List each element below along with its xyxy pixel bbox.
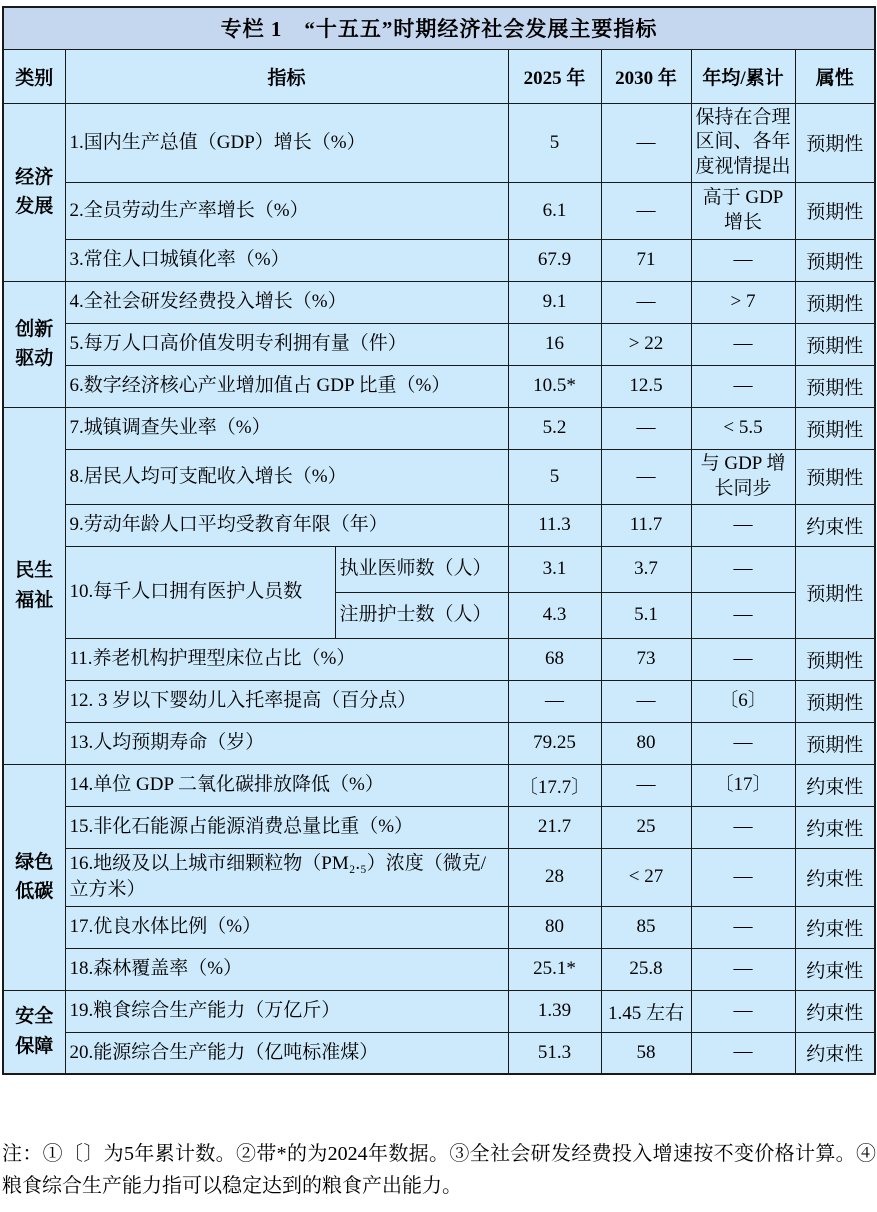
annual-cell: —	[691, 638, 795, 680]
annual-cell: —	[691, 239, 795, 281]
attribute-cell: 预期性	[795, 103, 875, 182]
table-row	[3, 504, 875, 546]
value-2025-cell: —	[508, 680, 601, 722]
value-2025-cell: 5	[508, 449, 601, 504]
sub-indicator-cell: 执业医师数（人）	[335, 546, 508, 592]
indicator-cell: 13.人均预期寿命（岁）	[65, 722, 508, 764]
col-header-2025: 2025 年	[508, 49, 601, 103]
value-2030-cell: —	[601, 182, 691, 239]
footnotes: 注：①〔〕为5年累计数。②带*的为2024年数据。③全社会研发经费投入增速按不变价格计算。④粮食综合生产能力指可以稳定达到的粮食产出能力。	[2, 1143, 876, 1198]
category-cell: 创新驱动	[3, 281, 65, 407]
table-row	[3, 182, 875, 239]
table-row	[3, 990, 875, 1032]
attribute-cell: 约束性	[795, 504, 875, 546]
value-2025-cell: 79.25	[508, 722, 601, 764]
value-2030-cell: 85	[601, 906, 691, 948]
value-2025-cell: 10.5*	[508, 365, 601, 407]
category-cell: 绿色低碳	[3, 764, 65, 990]
indicator-cell: 17.优良水体比例（%）	[65, 906, 508, 948]
value-2025-cell: 11.3	[508, 504, 601, 546]
annual-cell: 〔6〕	[691, 680, 795, 722]
indicators-table	[2, 6, 876, 1075]
indicator-cell: 3.常住人口城镇化率（%）	[65, 239, 508, 281]
value-2030-cell: 3.7	[601, 546, 691, 592]
value-2030-cell: < 27	[601, 848, 691, 906]
annual-cell: —	[691, 848, 795, 906]
attribute-cell: 约束性	[795, 906, 875, 948]
value-2030-cell: 80	[601, 722, 691, 764]
value-2025-cell: 1.39	[508, 990, 601, 1032]
value-2025-cell: 67.9	[508, 239, 601, 281]
attribute-cell: 预期性	[795, 323, 875, 365]
value-2025-cell: 68	[508, 638, 601, 680]
annual-cell: —	[691, 504, 795, 546]
annual-cell: 与 GDP 增长同步	[691, 449, 795, 504]
table-row	[3, 906, 875, 948]
table-row	[3, 680, 875, 722]
category-cell: 民生福祉	[3, 407, 65, 764]
sub-indicator-cell: 注册护士数（人）	[335, 592, 508, 638]
table-row	[3, 365, 875, 407]
attribute-cell: 预期性	[795, 449, 875, 504]
value-2030-cell: 1.45 左右	[601, 990, 691, 1032]
table-row	[3, 948, 875, 990]
col-header-indicator: 指标	[65, 49, 508, 103]
annual-cell: —	[691, 546, 795, 592]
value-2030-cell: 12.5	[601, 365, 691, 407]
table-row	[3, 764, 875, 806]
attribute-cell: 约束性	[795, 848, 875, 906]
value-2030-cell: 25.8	[601, 948, 691, 990]
attribute-cell: 预期性	[795, 407, 875, 449]
indicator-cell: 11.养老机构护理型床位占比（%）	[65, 638, 508, 680]
category-cell: 经济发展	[3, 103, 65, 281]
annual-cell: < 5.5	[691, 407, 795, 449]
value-2025-cell: 25.1*	[508, 948, 601, 990]
indicator-cell: 10.每千人口拥有医护人员数	[65, 546, 335, 638]
table-row	[3, 848, 875, 906]
value-2030-cell: 5.1	[601, 592, 691, 638]
value-2025-cell: 6.1	[508, 182, 601, 239]
annual-cell: 高于 GDP 增长	[691, 182, 795, 239]
value-2025-cell: 5.2	[508, 407, 601, 449]
value-2030-cell: 58	[601, 1032, 691, 1074]
attribute-cell: 约束性	[795, 1032, 875, 1074]
value-2025-cell: 4.3	[508, 592, 601, 638]
attribute-cell: 约束性	[795, 948, 875, 990]
annual-cell: 〔17〕	[691, 764, 795, 806]
col-header-attribute: 属性	[795, 49, 875, 103]
value-2025-cell: 80	[508, 906, 601, 948]
table-row	[3, 323, 875, 365]
attribute-cell: 预期性	[795, 680, 875, 722]
value-2025-cell: 51.3	[508, 1032, 601, 1074]
value-2030-cell: —	[601, 281, 691, 323]
value-2030-cell: 25	[601, 806, 691, 848]
table-title-row	[3, 7, 875, 49]
annual-cell: —	[691, 1032, 795, 1074]
attribute-cell: 约束性	[795, 806, 875, 848]
indicator-cell: 8.居民人均可支配收入增长（%）	[65, 449, 508, 504]
value-2025-cell: 28	[508, 848, 601, 906]
annual-cell: —	[691, 592, 795, 638]
value-2030-cell: 71	[601, 239, 691, 281]
value-2030-cell: —	[601, 407, 691, 449]
annual-cell: —	[691, 365, 795, 407]
attribute-cell: 预期性	[795, 365, 875, 407]
attribute-cell: 预期性	[795, 546, 875, 638]
table-row	[3, 407, 875, 449]
value-2030-cell: —	[601, 103, 691, 182]
value-2025-cell: 21.7	[508, 806, 601, 848]
annual-cell: 保持在合理区间、各年度视情提出	[691, 103, 795, 182]
indicator-cell: 14.单位 GDP 二氧化碳排放降低（%）	[65, 764, 508, 806]
table-title: 专栏 1 “十五五”时期经济社会发展主要指标	[3, 7, 875, 49]
annual-cell: —	[691, 806, 795, 848]
indicator-cell: 6.数字经济核心产业增加值占 GDP 比重（%）	[65, 365, 508, 407]
attribute-cell: 预期性	[795, 182, 875, 239]
col-header-2030: 2030 年	[601, 49, 691, 103]
value-2030-cell: 73	[601, 638, 691, 680]
indicator-cell: 1.国内生产总值（GDP）增长（%）	[65, 103, 508, 182]
indicator-cell: 19.粮食综合生产能力（万亿斤）	[65, 990, 508, 1032]
value-2025-cell: 5	[508, 103, 601, 182]
value-2025-cell: 3.1	[508, 546, 601, 592]
annual-cell: —	[691, 906, 795, 948]
attribute-cell: 预期性	[795, 239, 875, 281]
table-row	[3, 1032, 875, 1074]
indicator-cell: 16.地级及以上城市细颗粒物（PM₂.₅）浓度（微克/立方米）	[65, 848, 508, 906]
annual-cell: —	[691, 990, 795, 1032]
annual-cell: —	[691, 323, 795, 365]
value-2025-cell: 〔17.7〕	[508, 764, 601, 806]
value-2030-cell: —	[601, 680, 691, 722]
indicator-cell: 18.森林覆盖率（%）	[65, 948, 508, 990]
table-row	[3, 239, 875, 281]
attribute-cell: 预期性	[795, 722, 875, 764]
table-row	[3, 722, 875, 764]
attribute-cell: 约束性	[795, 764, 875, 806]
col-header-category: 类别	[3, 49, 65, 103]
value-2030-cell: 11.7	[601, 504, 691, 546]
value-2030-cell: —	[601, 449, 691, 504]
table-row	[3, 103, 875, 182]
indicator-cell: 7.城镇调查失业率（%）	[65, 407, 508, 449]
annual-cell: —	[691, 948, 795, 990]
table-row	[3, 638, 875, 680]
attribute-cell: 预期性	[795, 281, 875, 323]
value-2025-cell: 16	[508, 323, 601, 365]
annual-cell: —	[691, 722, 795, 764]
value-2030-cell: —	[601, 764, 691, 806]
category-cell: 安全保障	[3, 990, 65, 1074]
attribute-cell: 预期性	[795, 638, 875, 680]
indicator-cell: 5.每万人口高价值发明专利拥有量（件）	[65, 323, 508, 365]
indicator-cell: 15.非化石能源占能源消费总量比重（%）	[65, 806, 508, 848]
table-row	[3, 281, 875, 323]
indicator-cell: 4.全社会研发经费投入增长（%）	[65, 281, 508, 323]
table-row	[3, 546, 875, 592]
table-row	[3, 449, 875, 504]
indicator-cell: 9.劳动年龄人口平均受教育年限（年）	[65, 504, 508, 546]
col-header-annual: 年均/累计	[691, 49, 795, 103]
table-row	[3, 806, 875, 848]
indicator-cell: 2.全员劳动生产率增长（%）	[65, 182, 508, 239]
annual-cell: > 7	[691, 281, 795, 323]
indicator-cell: 12. 3 岁以下婴幼儿入托率提高（百分点）	[65, 680, 508, 722]
table-header-row	[3, 49, 875, 103]
value-2025-cell: 9.1	[508, 281, 601, 323]
indicator-cell: 20.能源综合生产能力（亿吨标准煤）	[65, 1032, 508, 1074]
attribute-cell: 约束性	[795, 990, 875, 1032]
value-2030-cell: > 22	[601, 323, 691, 365]
